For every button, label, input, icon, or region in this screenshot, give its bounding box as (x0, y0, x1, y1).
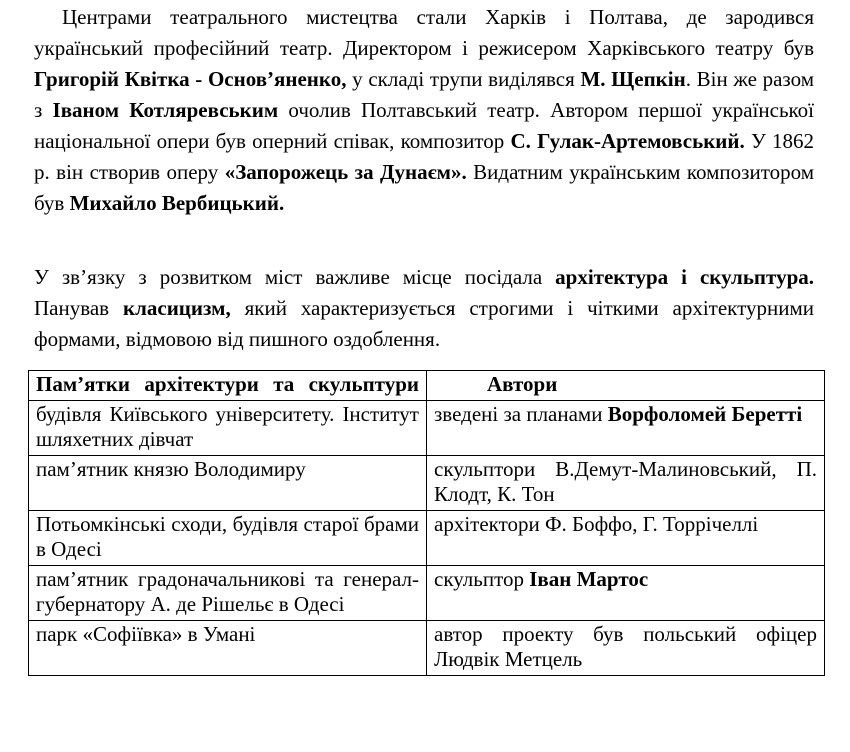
monument-cell (29, 456, 427, 511)
monument-0-run-0: будівля Київського університету. Інститут шляхетних дівчат (36, 402, 419, 451)
monument-2-run-0: Потьомкінські сходи, будівля старої брами в Одесі (36, 512, 419, 561)
paragraph-architecture-run-1: архітектура і скульптура. (555, 265, 814, 289)
monument-cell (29, 566, 427, 621)
paragraph-architecture-run-3: класицизм, (123, 296, 231, 320)
paragraph-theatre-run-6: очолив Полтавський театр. Автором першої української національної опери був оперний співак, композитор (34, 98, 814, 153)
header-authors: Автори (427, 371, 825, 401)
authors-4-run-0: автор проекту був польський офіцер Людвік Метцель (434, 622, 817, 671)
paragraph-theatre-run-10: Видатним українським композитором був (34, 160, 814, 215)
paragraph-theatre-run-4: . Він же разом з (34, 67, 814, 122)
paragraph-architecture (34, 262, 814, 355)
monument-4-run-0: парк «Софіївка» в Умані (36, 622, 256, 646)
monument-3-run-0: пам’ятник градоначальникові та генерал-губернатору А. де Рішельє в Одесі (36, 567, 419, 616)
paragraph-theatre-run-5: Іваном Котляревським (52, 98, 279, 122)
paragraph-theatre-run-7: С. Гулак-Артемовський. (510, 129, 745, 153)
paragraph-theatre-run-1: Григорій Квітка - Основ’яненко, (34, 67, 347, 91)
authors-0-run-0: зведені за планами (434, 402, 608, 426)
monument-1-run-0: пам’ятник князю Володимиру (36, 457, 306, 481)
paragraph-theatre-run-11: Михайло Вербицький. (69, 191, 285, 215)
authors-3-run-0: скульптор (434, 567, 530, 591)
paragraph-theatre-run-9: «Запорожець за Дунаєм». (224, 160, 467, 184)
paragraph-theatre-run-3: М. Щепкін (580, 67, 686, 91)
table-header-row (29, 371, 825, 401)
monument-cell (29, 621, 427, 676)
table-row (29, 566, 825, 621)
table-row (29, 456, 825, 511)
authors-cell (427, 511, 825, 566)
monuments-table (28, 370, 825, 676)
paragraph-theatre-run-2: у складі трупи виділявся (346, 67, 581, 91)
paragraph-architecture-run-0: У зв’язку з розвитком міст важливе місце посідала (34, 265, 556, 289)
authors-3-run-1: Іван Мартос (529, 567, 649, 591)
paragraph-architecture-run-2: Панував (34, 296, 123, 320)
monument-cell (29, 401, 427, 456)
authors-cell (427, 621, 825, 676)
paragraph-theatre (34, 2, 814, 219)
header-monuments: Пам’ятки архітектури та скульптури (29, 371, 427, 401)
paragraph-theatre-run-0: Центрами театрального мистецтва стали Харків і Полтава, де зародився український професійний театр. Директором і режисером Харківського театру був (34, 5, 814, 60)
table-row (29, 511, 825, 566)
paragraph-architecture-run-4: який характеризується строгими і чіткими архітектурними формами, відмовою від пишного оздоблення. (34, 296, 814, 351)
authors-cell (427, 566, 825, 621)
table-row (29, 401, 825, 456)
authors-0-run-1: Ворфоломей Беретті (607, 402, 803, 426)
authors-2-run-0: архітектори Ф. Боффо, Г. Торрічеллі (434, 512, 759, 536)
authors-cell (427, 456, 825, 511)
monument-cell (29, 511, 427, 566)
authors-cell (427, 401, 825, 456)
paragraph-theatre-run-8: У 1862 р. він створив оперу (34, 129, 814, 184)
table-row (29, 621, 825, 676)
authors-1-run-0: скульптори В.Демут-Малиновський, П. Клодт, К. Тон (434, 457, 817, 506)
